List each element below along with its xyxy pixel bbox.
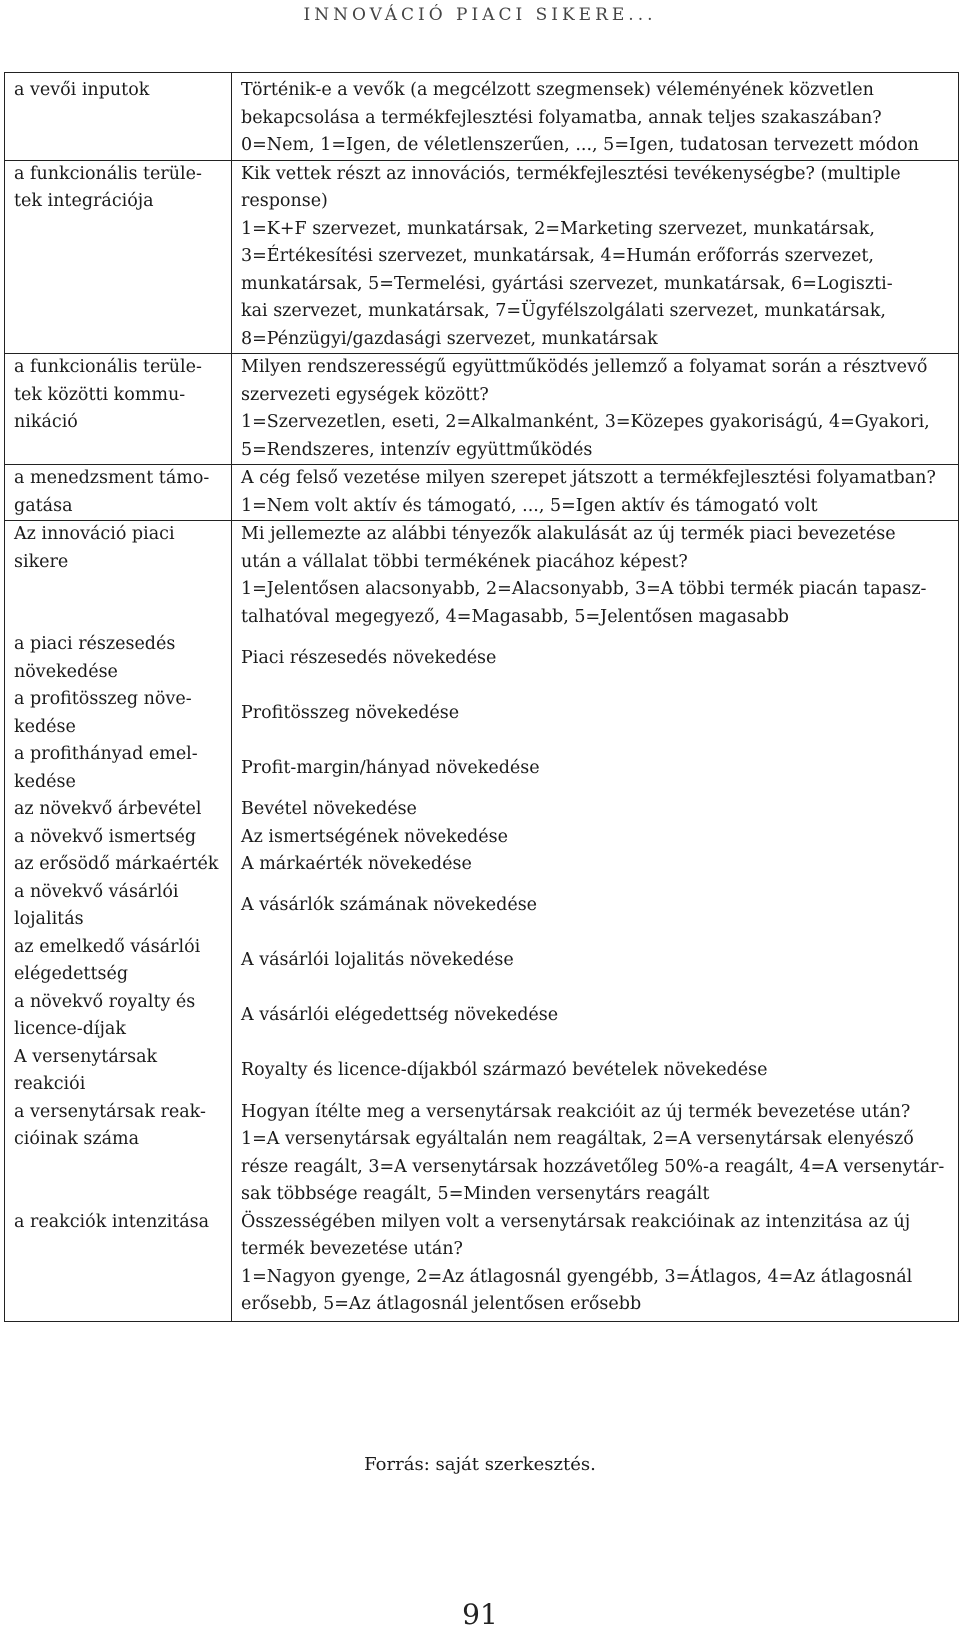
variable-label-line: a profithányad emel-: [14, 744, 198, 764]
variable-label-cell: [5, 1209, 232, 1322]
measurement-description-line: Milyen rendszerességű együttműködés jellemző a folyamat során a résztvevő: [241, 357, 928, 377]
measurement-description-cell: [232, 851, 959, 879]
source-note: Forrás: saját szerkesztés.: [364, 1454, 596, 1475]
variable-label-cell: [5, 521, 232, 632]
measurement-description-line: Profit-margin/hányad növekedése: [241, 757, 540, 778]
variable-label-line: az erősödő márkaérték: [14, 854, 219, 874]
variable-label-cell: [5, 73, 232, 161]
measurement-description-line: Profitösszeg növekedése: [241, 702, 460, 723]
variable-label-line: a funkcionális terüle-: [14, 163, 202, 184]
measurement-description-cell: [232, 354, 959, 465]
measurement-description-cell: [232, 686, 959, 741]
variable-label-line: nikáció: [14, 412, 78, 432]
measurement-description-line: Mi jellemezte az alábbi tényezők alakulását az új termék piaci bevezetése: [241, 524, 896, 544]
table-row: [5, 686, 959, 741]
variable-label-line: lojalitás: [14, 909, 84, 929]
variable-label-cell: [5, 934, 232, 989]
variable-label-line: az emelkedő vásárlói: [14, 936, 201, 957]
measurement-description-cell: [232, 741, 959, 796]
variable-label-line: licence-díjak: [14, 1019, 126, 1039]
table-row: [5, 1044, 959, 1099]
measurement-description-line: erősebb, 5=Az átlagosnál jelentősen erősebb: [241, 1294, 642, 1314]
variable-label-line: elégedettség: [14, 964, 129, 984]
running-head: INNOVÁCIÓ PIACI SIKERE...: [303, 5, 657, 25]
variable-label-line: kedése: [14, 716, 76, 737]
table-row: [5, 521, 959, 632]
variable-label-line: a funkcionális terüle-: [14, 357, 202, 377]
measurement-description-line: talhatóval megegyező, 4=Magasabb, 5=Jelentősen magasabb: [241, 606, 789, 627]
measurement-description-line: Összességében milyen volt a versenytársak reakcióinak az intenzitása az új: [241, 1211, 911, 1232]
measurement-description-line: Hogyan ítélte meg a versenytársak reakcióit az új termék bevezetése után?: [241, 1101, 911, 1122]
variable-label-line: a növekvő vásárlói: [14, 881, 179, 902]
measurement-description-line: A vásárlói lojalitás növekedése: [241, 950, 514, 971]
table-row: [5, 851, 959, 879]
table-row: [5, 1209, 959, 1322]
variable-label-line: a vevői inputok: [14, 80, 150, 100]
measurement-description-line: Bevétel növekedése: [241, 799, 417, 819]
measurement-description-cell: [232, 465, 959, 521]
measurement-description-cell: [232, 879, 959, 934]
variable-label-cell: [5, 824, 232, 852]
measurement-description-cell: [232, 934, 959, 989]
measurement-description-line: 1=Nagyon gyenge, 2=Az átlagosnál gyengébb, 3=Átlagos, 4=Az átlagosnál: [241, 1266, 913, 1287]
variable-label-cell: [5, 851, 232, 879]
variable-label-line: a versenytársak reak-: [14, 1101, 206, 1122]
measurement-description-line: 1=A versenytársak egyáltalán nem reagáltak, 2=A versenytársak elenyésző: [241, 1129, 914, 1149]
measurement-description-line: 1=Nem volt aktív és támogató, ..., 5=Igen aktív és támogató volt: [241, 495, 818, 516]
variable-label-line: kedése: [14, 771, 76, 792]
measurement-description-cell: [232, 1044, 959, 1099]
measurement-description-cell: [232, 1099, 959, 1209]
variable-label-cell: [5, 686, 232, 741]
variable-label-line: cióinak száma: [14, 1129, 140, 1149]
variable-label-line: a profitösszeg növe-: [14, 689, 192, 709]
variable-label-line: növekedése: [14, 661, 118, 682]
measurement-description-line: response): [241, 191, 328, 211]
measurement-description-line: 5=Rendszeres, intenzív együttműködés: [241, 439, 593, 460]
table-row: [5, 465, 959, 521]
variable-label-cell: [5, 465, 232, 521]
measurement-description-line: Kik vettek részt az innovációs, termékfejlesztési tevékenységbe? (multiple: [241, 163, 901, 184]
measurement-description-line: A cég felső vezetése milyen szerepet játszott a termékfejlesztési folyamatban?: [241, 468, 936, 488]
variable-label-cell: [5, 1044, 232, 1099]
variable-label-line: tek közötti kommu-: [14, 384, 186, 405]
variable-label-line: a piaci részesedés: [14, 634, 176, 654]
variable-label-cell: [5, 796, 232, 824]
measurement-description-cell: [232, 1209, 959, 1322]
table-row: [5, 160, 959, 354]
variable-label-line: Az innováció piaci: [14, 524, 175, 544]
table-row: [5, 824, 959, 852]
measurement-description-cell: [232, 73, 959, 161]
measurement-description-cell: [232, 631, 959, 686]
measurement-description-line: 3=Értékesítési szervezet, munkatársak, 4=Humán erőforrás szervezet,: [241, 246, 874, 266]
variable-label-cell: [5, 879, 232, 934]
variables-table: [4, 72, 959, 1322]
variable-label-cell: [5, 1099, 232, 1209]
measurement-description-cell: [232, 160, 959, 354]
measurement-description-line: Royalty és licence-díjakból származó bevételek növekedése: [241, 1060, 768, 1081]
variable-label-line: a növekvő royalty és: [14, 991, 196, 1012]
measurement-description-line: 0=Nem, 1=Igen, de véletlenszerűen, ..., 5=Igen, tudatosan tervezett módon: [241, 135, 919, 155]
table-row: [5, 989, 959, 1044]
measurement-description-line: része reagált, 3=A versenytársak hozzávetőleg 50%-a reagált, 4=A versenytár-: [241, 1156, 945, 1177]
measurement-description-line: A márkaérték növekedése: [241, 854, 472, 874]
measurement-description-line: termék bevezetése után?: [241, 1239, 463, 1259]
measurement-description-cell: [232, 521, 959, 632]
variable-label-line: a reakciók intenzitása: [14, 1211, 210, 1232]
table-row: [5, 631, 959, 686]
table-row: [5, 73, 959, 161]
page-number: 91: [462, 1598, 498, 1631]
variable-label-line: gatása: [14, 495, 73, 516]
measurement-description-line: bekapcsolása a termékfejlesztési folyamatba, annak teljes szakaszában?: [241, 107, 882, 128]
measurement-description-line: 1=Jelentősen alacsonyabb, 2=Alacsonyabb, 3=A többi termék piacán tapasz-: [241, 579, 927, 599]
table-row: [5, 741, 959, 796]
measurement-description-line: munkatársak, 5=Termelési, gyártási szervezet, munkatársak, 6=Logiszti-: [241, 273, 893, 294]
variable-label-line: A versenytársak: [14, 1046, 158, 1067]
table-row: [5, 796, 959, 824]
measurement-description-line: Az ismertségének növekedése: [241, 826, 508, 847]
measurement-description-cell: [232, 824, 959, 852]
measurement-description-line: Piaci részesedés növekedése: [241, 647, 497, 668]
variable-label-line: reakciói: [14, 1074, 86, 1094]
variable-label-cell: [5, 741, 232, 796]
table-row: [5, 879, 959, 934]
measurement-description-line: szervezeti egységek között?: [241, 384, 489, 405]
table-row: [5, 1099, 959, 1209]
measurement-description-line: 8=Pénzügyi/gazdasági szervezet, munkatársak: [241, 328, 658, 349]
variable-label-line: sikere: [14, 551, 69, 572]
table-row: [5, 934, 959, 989]
measurement-description-line: sak többsége reagált, 5=Minden versenytárs reagált: [241, 1184, 710, 1204]
measurement-description-line: A vásárlók számának növekedése: [241, 895, 538, 916]
variable-label-line: a menedzsment támo-: [14, 468, 210, 488]
measurement-description-line: Történik-e a vevők (a megcélzott szegmensek) véleményének közvetlen: [241, 80, 874, 100]
measurement-description-line: kai szervezet, munkatársak, 7=Ügyfélszolgálati szervezet, munkatársak,: [241, 301, 886, 321]
variable-label-line: az növekvő árbevétel: [14, 799, 202, 819]
variable-label-line: tek integrációja: [14, 191, 154, 211]
variable-label-cell: [5, 160, 232, 354]
measurement-description-line: után a vállalat többi termékének piacához képest?: [241, 551, 688, 572]
variable-label-line: a növekvő ismertség: [14, 826, 197, 847]
measurement-description-line: 1=Szervezetlen, eseti, 2=Alkalmanként, 3=Közepes gyakoriságú, 4=Gyakori,: [241, 412, 930, 432]
variable-label-cell: [5, 631, 232, 686]
measurement-description-line: 1=K+F szervezet, munkatársak, 2=Marketing szervezet, munkatársak,: [241, 218, 875, 239]
variable-label-cell: [5, 989, 232, 1044]
measurement-description-cell: [232, 989, 959, 1044]
measurement-description-cell: [232, 796, 959, 824]
measurement-description-line: A vásárlói elégedettség növekedése: [241, 1005, 559, 1026]
table-row: [5, 354, 959, 465]
variable-label-cell: [5, 354, 232, 465]
